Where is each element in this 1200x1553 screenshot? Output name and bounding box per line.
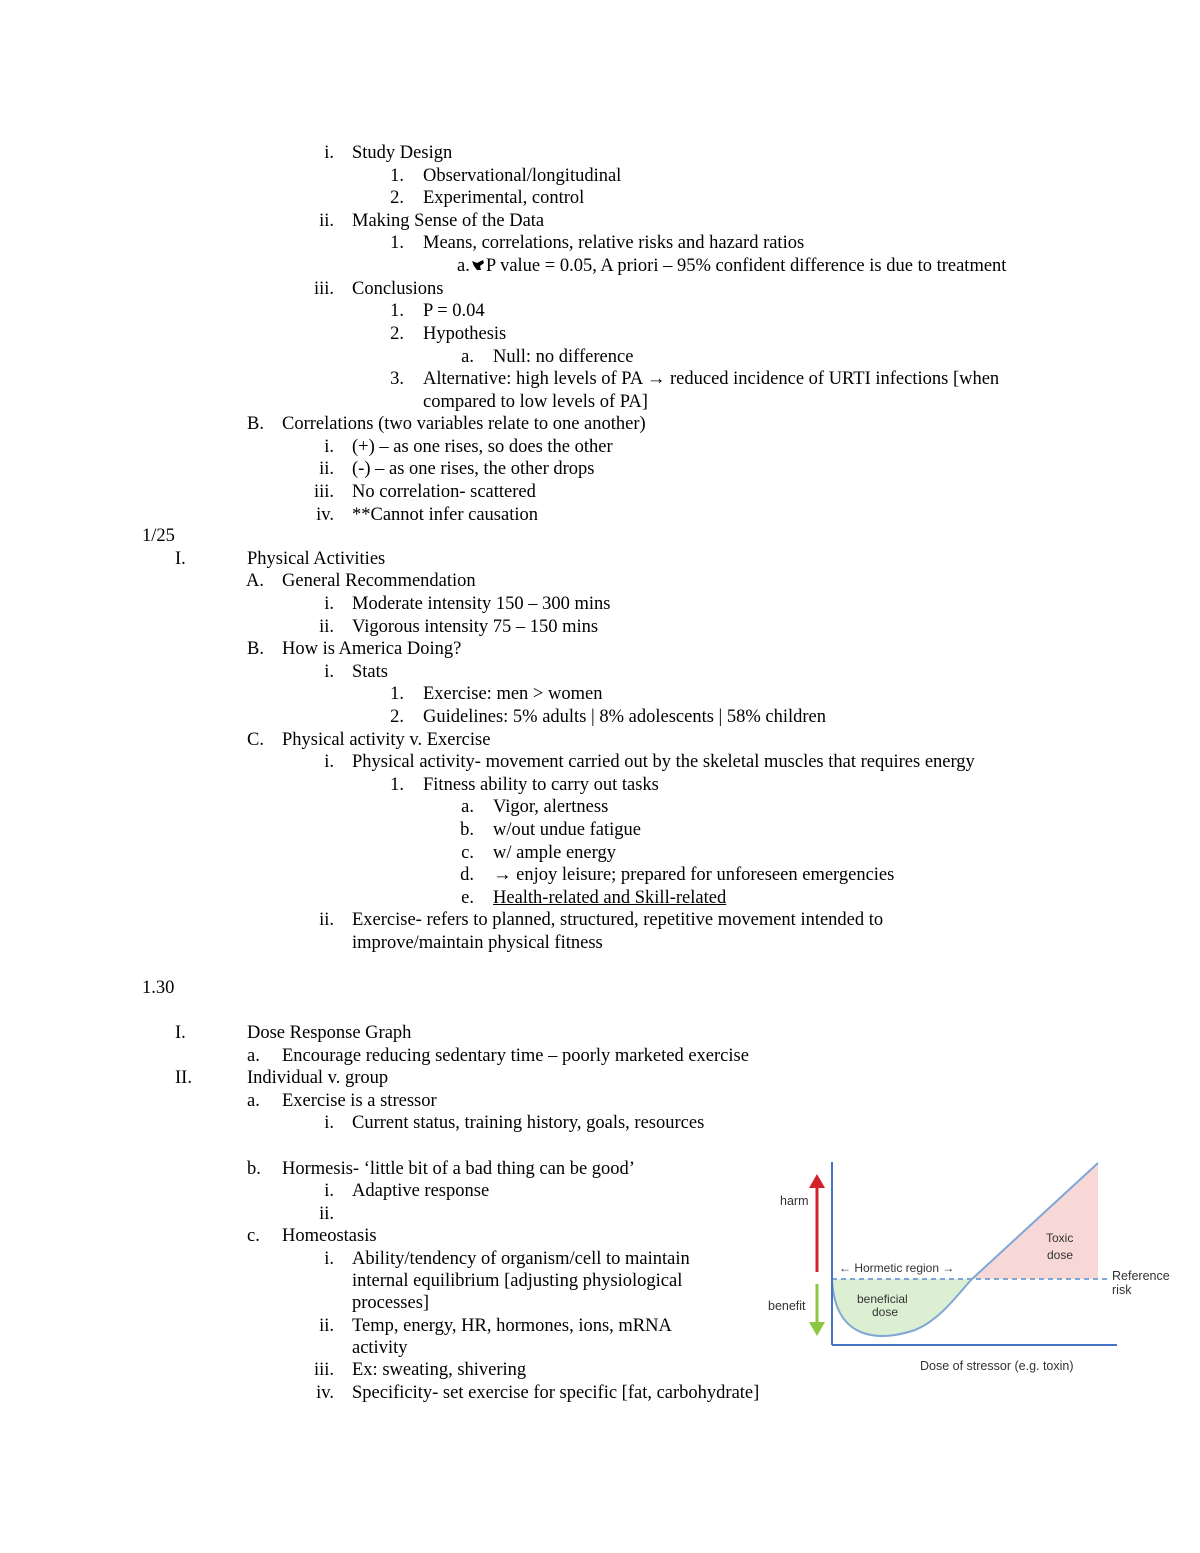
list-marker: 2. <box>390 324 404 344</box>
list-marker: a. <box>461 797 474 817</box>
outline-item: w/out undue fatigue <box>493 820 641 840</box>
outline-item: Means, correlations, relative risks and hazard ratios <box>423 233 805 253</box>
date-heading: 1/25 <box>142 526 175 546</box>
list-marker: i. <box>324 662 334 682</box>
outline-item: Correlations (two variables relate to one another) <box>282 414 646 434</box>
outline-item: Experimental, control <box>423 188 585 208</box>
beneficial-dose-label: beneficial <box>857 1292 908 1306</box>
list-marker: ii. <box>319 617 334 637</box>
outline-item: Exercise- refers to planned, structured, repetitive movement intended to <box>352 910 884 930</box>
reference-risk-label: risk <box>1112 1283 1132 1297</box>
outline-item: → enjoy leisure; prepared for unforeseen emergencies <box>493 865 895 885</box>
outline-item: Alternative: high levels of PA → reduced incidence of URTI infections [when <box>423 369 1000 389</box>
outline-item: Dose Response Graph <box>247 1023 412 1043</box>
list-marker: 1. <box>390 166 404 186</box>
list-marker: iv. <box>316 1383 334 1403</box>
list-marker: I. <box>175 1023 186 1043</box>
reference-risk-label: Reference <box>1112 1269 1170 1283</box>
list-marker: i. <box>324 143 334 163</box>
outline-item: Temp, energy, HR, hormones, ions, mRNA <box>352 1316 672 1336</box>
outline-item: Conclusions <box>352 279 444 299</box>
outline-item-continuation: compared to low levels of PA] <box>423 392 648 412</box>
outline-item-continuation: activity <box>352 1338 408 1358</box>
list-marker: e. <box>461 888 474 908</box>
outline-item: Specificity- set exercise for specific [fat, carbohydrate] <box>352 1383 760 1403</box>
list-marker: a. <box>247 1091 260 1111</box>
outline-item: Observational/longitudinal <box>423 166 622 186</box>
list-marker: a. <box>461 347 474 367</box>
outline-item: Exercise: men > women <box>423 684 603 704</box>
outline-item: Guidelines: 5% adults | 8% adolescents | 58% children <box>423 707 827 727</box>
list-marker: c. <box>247 1226 260 1246</box>
list-marker: 1. <box>390 775 404 795</box>
outline-item: Vigorous intensity 75 – 150 mins <box>352 617 599 637</box>
outline-item: Hormesis- ‘little bit of a bad thing can be good’ <box>282 1159 635 1179</box>
outline-item: w/ ample energy <box>493 843 616 863</box>
outline-item: P = 0.04 <box>423 301 485 321</box>
outline-item: Homeostasis <box>282 1226 377 1246</box>
outline-item: Current status, training history, goals, resources <box>352 1113 705 1133</box>
outline-item-with-icon <box>457 255 1006 278</box>
list-marker: i. <box>324 1113 334 1133</box>
list-marker: I. <box>175 549 186 569</box>
list-marker: 1. <box>390 684 404 704</box>
list-marker: ii. <box>319 910 334 930</box>
list-marker: ii. <box>319 1204 334 1224</box>
outline-item: **Cannot infer causation <box>352 505 538 525</box>
outline-item: General Recommendation <box>282 571 476 591</box>
outline-item: (-) – as one rises, the other drops <box>352 459 595 479</box>
harm-label: harm <box>780 1194 809 1208</box>
outline-item: Study Design <box>352 143 453 163</box>
list-marker: i. <box>324 1249 334 1269</box>
list-marker: B. <box>247 414 264 434</box>
list-marker: i. <box>324 1181 334 1201</box>
list-marker: C. <box>247 730 264 750</box>
list-marker: ii. <box>319 211 334 231</box>
list-marker: b. <box>460 820 474 840</box>
x-axis-label: Dose of stressor (e.g. toxin) <box>920 1359 1074 1373</box>
outline-item: Ability/tendency of organism/cell to maintain <box>352 1249 690 1269</box>
hormesis-dose-response-figure <box>765 1160 1175 1380</box>
outline-item: No correlation- scattered <box>352 482 536 502</box>
outline-item: Adaptive response <box>352 1181 490 1201</box>
outline-item-underlined: Health-related and Skill-related <box>493 888 727 908</box>
list-marker: 1. <box>390 301 404 321</box>
outline-item: Exercise is a stressor <box>282 1091 437 1111</box>
list-marker: A. <box>246 571 264 591</box>
pointing-hand-icon <box>471 258 485 272</box>
list-marker: iv. <box>316 505 334 525</box>
outline-item: Encourage reducing sedentary time – poorly marketed exercise <box>282 1046 749 1066</box>
toxic-dose-label: dose <box>1047 1248 1074 1262</box>
date-heading: 1.30 <box>142 978 175 998</box>
outline-item: Physical Activities <box>247 549 386 569</box>
outline-item-continuation: internal equilibrium [adjusting physiological <box>352 1271 683 1291</box>
outline-item: Physical activity- movement carried out by the skeletal muscles that requires energy <box>352 752 975 772</box>
list-marker: b. <box>247 1159 261 1179</box>
outline-item: Physical activity v. Exercise <box>282 730 491 750</box>
outline-item-text: P value = 0.05, A priori – 95% confident difference is due to treatment <box>485 256 1007 276</box>
benefit-arrowhead-icon <box>809 1322 825 1336</box>
list-marker: 2. <box>390 707 404 727</box>
outline-item-continuation: processes] <box>352 1293 430 1313</box>
hormetic-region-label: ← Hormetic region → <box>839 1261 955 1275</box>
list-marker: B. <box>247 639 264 659</box>
benefit-label: benefit <box>768 1299 806 1313</box>
list-marker: iii. <box>313 279 334 299</box>
outline-item: Individual v. group <box>247 1068 389 1088</box>
list-marker: d. <box>460 865 474 885</box>
outline-item: Moderate intensity 150 – 300 mins <box>352 594 611 614</box>
outline-item: Ex: sweating, shivering <box>352 1360 527 1380</box>
outline-item: Null: no difference <box>493 347 634 367</box>
list-marker: c. <box>461 843 474 863</box>
outline-item: Vigor, alertness <box>493 797 609 817</box>
list-marker: 2. <box>390 188 404 208</box>
list-marker: 1. <box>390 233 404 253</box>
list-marker: a. <box>457 256 470 276</box>
outline-item: Hypothesis <box>423 324 507 344</box>
list-marker: i. <box>324 752 334 772</box>
harm-arrowhead-icon <box>809 1174 825 1188</box>
list-marker: i. <box>324 594 334 614</box>
outline-item-continuation: improve/maintain physical fitness <box>352 933 603 953</box>
outline-item: How is America Doing? <box>282 639 462 659</box>
outline-item: Stats <box>352 662 388 682</box>
list-marker: ii. <box>319 1316 334 1336</box>
list-marker: i. <box>324 437 334 457</box>
outline-item: Fitness ability to carry out tasks <box>423 775 659 795</box>
list-marker: iii. <box>313 482 334 502</box>
list-marker: 3. <box>390 369 404 389</box>
outline-item: Making Sense of the Data <box>352 211 545 231</box>
beneficial-dose-label: dose <box>872 1305 899 1319</box>
outline-item: (+) – as one rises, so does the other <box>352 437 613 457</box>
list-marker: II. <box>175 1068 192 1088</box>
list-marker: iii. <box>313 1360 334 1380</box>
list-marker: ii. <box>319 459 334 479</box>
toxic-dose-label: Toxic <box>1046 1231 1074 1245</box>
list-marker: a. <box>247 1046 260 1066</box>
